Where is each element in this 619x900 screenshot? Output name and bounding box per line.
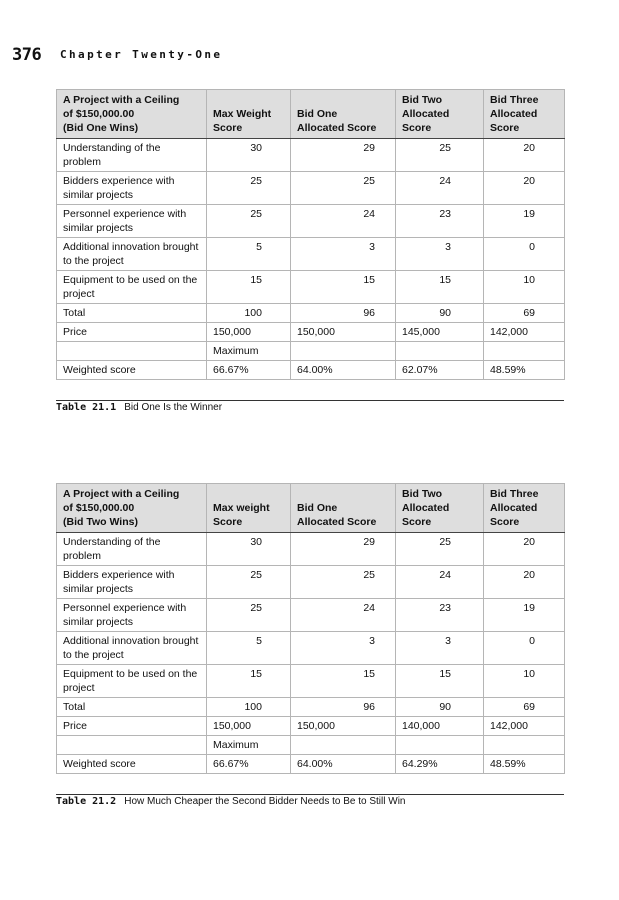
value-cell: 64.00% xyxy=(291,755,396,774)
value-cell: 25 xyxy=(207,205,291,238)
value-cell: 3 xyxy=(291,632,396,665)
value-cell: 24 xyxy=(396,172,484,205)
value-cell: 25 xyxy=(207,566,291,599)
value-cell: 140,000 xyxy=(396,717,484,736)
row-label-cell: Equipment to be used on the project xyxy=(57,665,207,698)
value-cell: 15 xyxy=(291,665,396,698)
value-cell: 66.67% xyxy=(207,361,291,380)
value-cell xyxy=(291,342,396,361)
value-cell: 0 xyxy=(484,632,565,665)
value-cell: 10 xyxy=(484,665,565,698)
value-cell: 142,000 xyxy=(484,717,565,736)
column-header-line: A Project with a Ceiling xyxy=(63,94,180,106)
value-cell: 25 xyxy=(396,139,484,172)
caption-rule xyxy=(56,400,564,401)
column-header-line: Score xyxy=(490,122,520,134)
column-header-line: Bid Three xyxy=(490,488,539,500)
value-cell: 145,000 xyxy=(396,323,484,342)
value-cell: Maximum xyxy=(207,342,291,361)
column-header xyxy=(207,484,291,533)
value-cell: 3 xyxy=(291,238,396,271)
caption-label: Table 21.2 xyxy=(56,796,117,807)
value-cell: 96 xyxy=(291,304,396,323)
value-cell: 30 xyxy=(207,139,291,172)
column-header xyxy=(291,90,396,139)
row-label-cell: Personnel experience with similar projects xyxy=(57,599,207,632)
value-cell: 20 xyxy=(484,533,565,566)
table-row xyxy=(57,533,565,566)
value-cell: 100 xyxy=(207,698,291,717)
column-header xyxy=(207,90,291,139)
column-header xyxy=(484,90,565,139)
column-header-line: Allocated xyxy=(402,502,450,514)
row-label-cell: Price xyxy=(57,323,207,342)
value-cell xyxy=(396,342,484,361)
value-cell: 25 xyxy=(291,566,396,599)
column-header xyxy=(484,484,565,533)
caption-rule xyxy=(56,794,564,795)
value-cell: 90 xyxy=(396,304,484,323)
value-cell: 15 xyxy=(207,665,291,698)
table-row xyxy=(57,566,565,599)
table-header-row xyxy=(57,484,565,533)
column-header-line: of $150,000.00 xyxy=(63,108,135,120)
table-row xyxy=(57,271,565,304)
table-row xyxy=(57,323,565,342)
value-cell: 24 xyxy=(291,205,396,238)
column-header-line: Allocated Score xyxy=(297,122,377,134)
column-header-line: Bid One xyxy=(297,108,338,120)
column-header-line: Allocated xyxy=(490,502,538,514)
column-header-line: Score xyxy=(213,122,243,134)
column-header-line: Score xyxy=(402,516,432,528)
column-header-line: Max weight xyxy=(213,502,270,514)
column-header-line: Score xyxy=(402,122,432,134)
value-cell: 15 xyxy=(396,665,484,698)
value-cell: 142,000 xyxy=(484,323,565,342)
value-cell: 25 xyxy=(396,533,484,566)
value-cell: 30 xyxy=(207,533,291,566)
table-21-2 xyxy=(56,483,565,774)
value-cell: 3 xyxy=(396,238,484,271)
row-label-cell: Understanding of the problem xyxy=(57,139,207,172)
row-label-cell: Bidders experience with similar projects xyxy=(57,172,207,205)
table-21-1 xyxy=(56,89,565,380)
value-cell: 150,000 xyxy=(207,717,291,736)
column-header-line: Bid Two xyxy=(402,488,443,500)
value-cell: 100 xyxy=(207,304,291,323)
caption-text: Bid One Is the Winner xyxy=(124,402,223,413)
value-cell: 25 xyxy=(207,172,291,205)
value-cell: 5 xyxy=(207,238,291,271)
row-label-cell: Weighted score xyxy=(57,755,207,774)
value-cell xyxy=(291,736,396,755)
value-cell: 69 xyxy=(484,304,565,323)
table-row xyxy=(57,139,565,172)
column-header-line: Score xyxy=(213,516,243,528)
chapter-title: Chapter Twenty-One xyxy=(60,48,223,61)
row-label-cell: Understanding of the problem xyxy=(57,533,207,566)
column-header-line: (Bid One Wins) xyxy=(63,122,139,134)
column-header-line: Bid Three xyxy=(490,94,539,106)
value-cell: 15 xyxy=(396,271,484,304)
value-cell: 62.07% xyxy=(396,361,484,380)
table-row xyxy=(57,172,565,205)
column-header-line: of $150,000.00 xyxy=(63,502,135,514)
value-cell: 15 xyxy=(207,271,291,304)
table-row xyxy=(57,755,565,774)
value-cell: 48.59% xyxy=(484,755,565,774)
column-header-line: Bid Two xyxy=(402,94,443,106)
value-cell: 96 xyxy=(291,698,396,717)
value-cell xyxy=(484,736,565,755)
row-label-cell xyxy=(57,342,207,361)
table-row xyxy=(57,205,565,238)
column-header-line: Allocated xyxy=(402,108,450,120)
value-cell: 48.59% xyxy=(484,361,565,380)
column-header xyxy=(57,484,207,533)
column-header-line: Bid One xyxy=(297,502,338,514)
table-row xyxy=(57,632,565,665)
column-header-line: Allocated xyxy=(490,108,538,120)
caption-label: Table 21.1 xyxy=(56,402,117,413)
value-cell: 29 xyxy=(291,533,396,566)
table-row xyxy=(57,665,565,698)
value-cell: 25 xyxy=(207,599,291,632)
column-header xyxy=(57,90,207,139)
value-cell: 23 xyxy=(396,599,484,632)
column-header-line: A Project with a Ceiling xyxy=(63,488,180,500)
table-row xyxy=(57,238,565,271)
row-label-cell: Additional innovation brought to the project xyxy=(57,632,207,665)
value-cell: 150,000 xyxy=(291,323,396,342)
row-label-cell: Total xyxy=(57,304,207,323)
value-cell: 24 xyxy=(396,566,484,599)
value-cell: 66.67% xyxy=(207,755,291,774)
table-header-row xyxy=(57,90,565,139)
value-cell: 64.00% xyxy=(291,361,396,380)
value-cell: 15 xyxy=(291,271,396,304)
value-cell: 150,000 xyxy=(291,717,396,736)
table-row xyxy=(57,736,565,755)
value-cell: 5 xyxy=(207,632,291,665)
value-cell: 25 xyxy=(291,172,396,205)
value-cell: 19 xyxy=(484,599,565,632)
table-caption xyxy=(56,796,405,807)
value-cell: 150,000 xyxy=(207,323,291,342)
row-label-cell: Additional innovation brought to the project xyxy=(57,238,207,271)
column-header xyxy=(291,484,396,533)
value-cell: 20 xyxy=(484,139,565,172)
value-cell: 24 xyxy=(291,599,396,632)
column-header xyxy=(396,90,484,139)
value-cell: 69 xyxy=(484,698,565,717)
column-header-line: Max Weight xyxy=(213,108,272,120)
table-caption xyxy=(56,402,222,413)
row-label-cell: Bidders experience with similar projects xyxy=(57,566,207,599)
value-cell: 0 xyxy=(484,238,565,271)
table-row xyxy=(57,698,565,717)
value-cell: 29 xyxy=(291,139,396,172)
row-label-cell: Price xyxy=(57,717,207,736)
table-row xyxy=(57,304,565,323)
value-cell: Maximum xyxy=(207,736,291,755)
table-row xyxy=(57,599,565,632)
caption-text: How Much Cheaper the Second Bidder Needs to Be to Still Win xyxy=(124,796,406,807)
row-label-cell: Weighted score xyxy=(57,361,207,380)
value-cell: 90 xyxy=(396,698,484,717)
page-number: 376 xyxy=(12,45,42,65)
value-cell: 20 xyxy=(484,172,565,205)
column-header-line: (Bid Two Wins) xyxy=(63,516,138,528)
row-label-cell: Equipment to be used on the project xyxy=(57,271,207,304)
row-label-cell: Total xyxy=(57,698,207,717)
value-cell: 64.29% xyxy=(396,755,484,774)
column-header-line: Allocated Score xyxy=(297,516,377,528)
value-cell: 3 xyxy=(396,632,484,665)
value-cell xyxy=(396,736,484,755)
value-cell: 20 xyxy=(484,566,565,599)
row-label-cell xyxy=(57,736,207,755)
table-row xyxy=(57,717,565,736)
column-header-line: Score xyxy=(490,516,520,528)
value-cell xyxy=(484,342,565,361)
column-header xyxy=(396,484,484,533)
value-cell: 19 xyxy=(484,205,565,238)
table-row xyxy=(57,342,565,361)
value-cell: 23 xyxy=(396,205,484,238)
table-row xyxy=(57,361,565,380)
row-label-cell: Personnel experience with similar projects xyxy=(57,205,207,238)
value-cell: 10 xyxy=(484,271,565,304)
